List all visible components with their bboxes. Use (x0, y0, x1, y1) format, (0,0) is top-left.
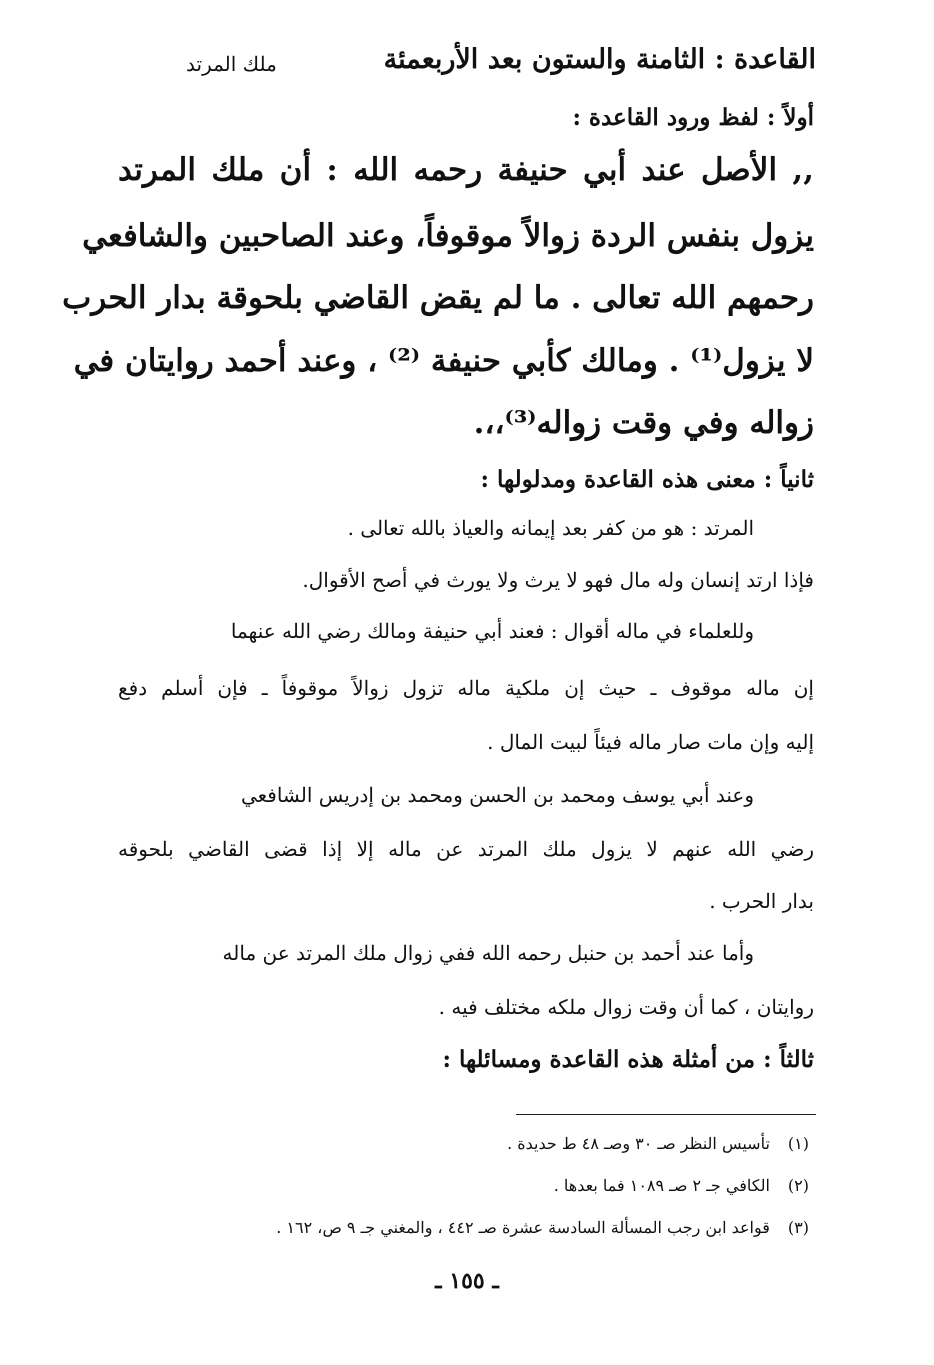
footnote-text: تأسيس النظر صـ ٣٠ وصـ ٤٨ ط حديدة . (507, 1134, 770, 1153)
footnote (276, 1218, 809, 1237)
body-line: وأما عند أحمد بن حنبل رحمه الله ففي زوال ملك المرتد عن ماله (222, 941, 754, 965)
page-number: ـ ١٥٥ ـ (435, 1268, 499, 1294)
quote-line: لا يزول⁽¹⁾ . ومالك كأبي حنيفة ⁽²⁾ ، وعند أحمد روايتان في (73, 343, 814, 379)
section-heading-third: ثالثاً : من أمثلة هذه القاعدة ومسائلها : (442, 1046, 814, 1073)
section-heading-second: ثانياً : معنى هذه القاعدة ومدلولها : (480, 466, 814, 493)
footnote-number: (٢) (787, 1176, 809, 1195)
quote-line: يزول بنفس الردة زوالاً موقوفاً، وعند الصاحبين والشافعي (82, 218, 814, 254)
body-line: بدار الحرب . (709, 889, 814, 913)
body-line: وللعلماء في ماله أقوال : فعند أبي حنيفة ومالك رضي الله عنهما (230, 619, 754, 643)
quote-line: رحمهم الله تعالى . ما لم يقض القاضي بلحوقة بدار الحرب (62, 280, 814, 316)
body-line: فإذا ارتد إنسان وله مال فهو لا يرث ولا يورث في أصح الأقوال. (302, 568, 814, 592)
body-line: وعند أبي يوسف ومحمد بن الحسن ومحمد بن إدريس الشافعي (240, 783, 754, 807)
rule-title: القاعدة : الثامنة والستون بعد الأربعمئة (383, 44, 816, 75)
body-line: رضي الله عنهم لا يزول ملك المرتد عن ماله إلا إذا قضى القاضي بلحوقه (118, 837, 814, 861)
quote-line: ,, الأصل عند أبي حنيفة رحمه الله : أن ملك المرتد (118, 152, 814, 188)
page-header (116, 44, 816, 88)
footnote-text: قواعد ابن رجب المسألة السادسة عشرة صـ ٤٤٢ ، والمغني جـ ٩ ص، ١٦٢ . (276, 1218, 770, 1237)
body-line: إليه وإن مات صار ماله فيئاً لبيت المال . (487, 730, 814, 754)
rule-topic: ملك المرتد (186, 52, 277, 76)
section-heading-first: أولاً : لفظ ورود القاعدة : (572, 104, 814, 131)
footnote-number: (١) (787, 1134, 809, 1153)
footnote-number: (٣) (787, 1218, 809, 1237)
quote-line: زواله وفي وقت زواله⁽³⁾،،. (473, 405, 814, 441)
body-line: روايتان ، كما أن وقت زوال ملكه مختلف فيه . (438, 995, 814, 1019)
body-line: المرتد : هو من كفر بعد إيمانه والعياذ بالله تعالى . (347, 516, 754, 540)
body-line: إن ماله موقوف ـ حيث إن ملكية ماله تزول زوالاً موقوفاً ـ فإن أسلم دفع (118, 676, 814, 700)
footnote (507, 1134, 809, 1153)
footnote-text: الكافي جـ ٢ صـ ١٠٨٩ فما بعدها . (553, 1176, 770, 1195)
footnote (554, 1176, 809, 1195)
footnote-divider (516, 1114, 816, 1115)
